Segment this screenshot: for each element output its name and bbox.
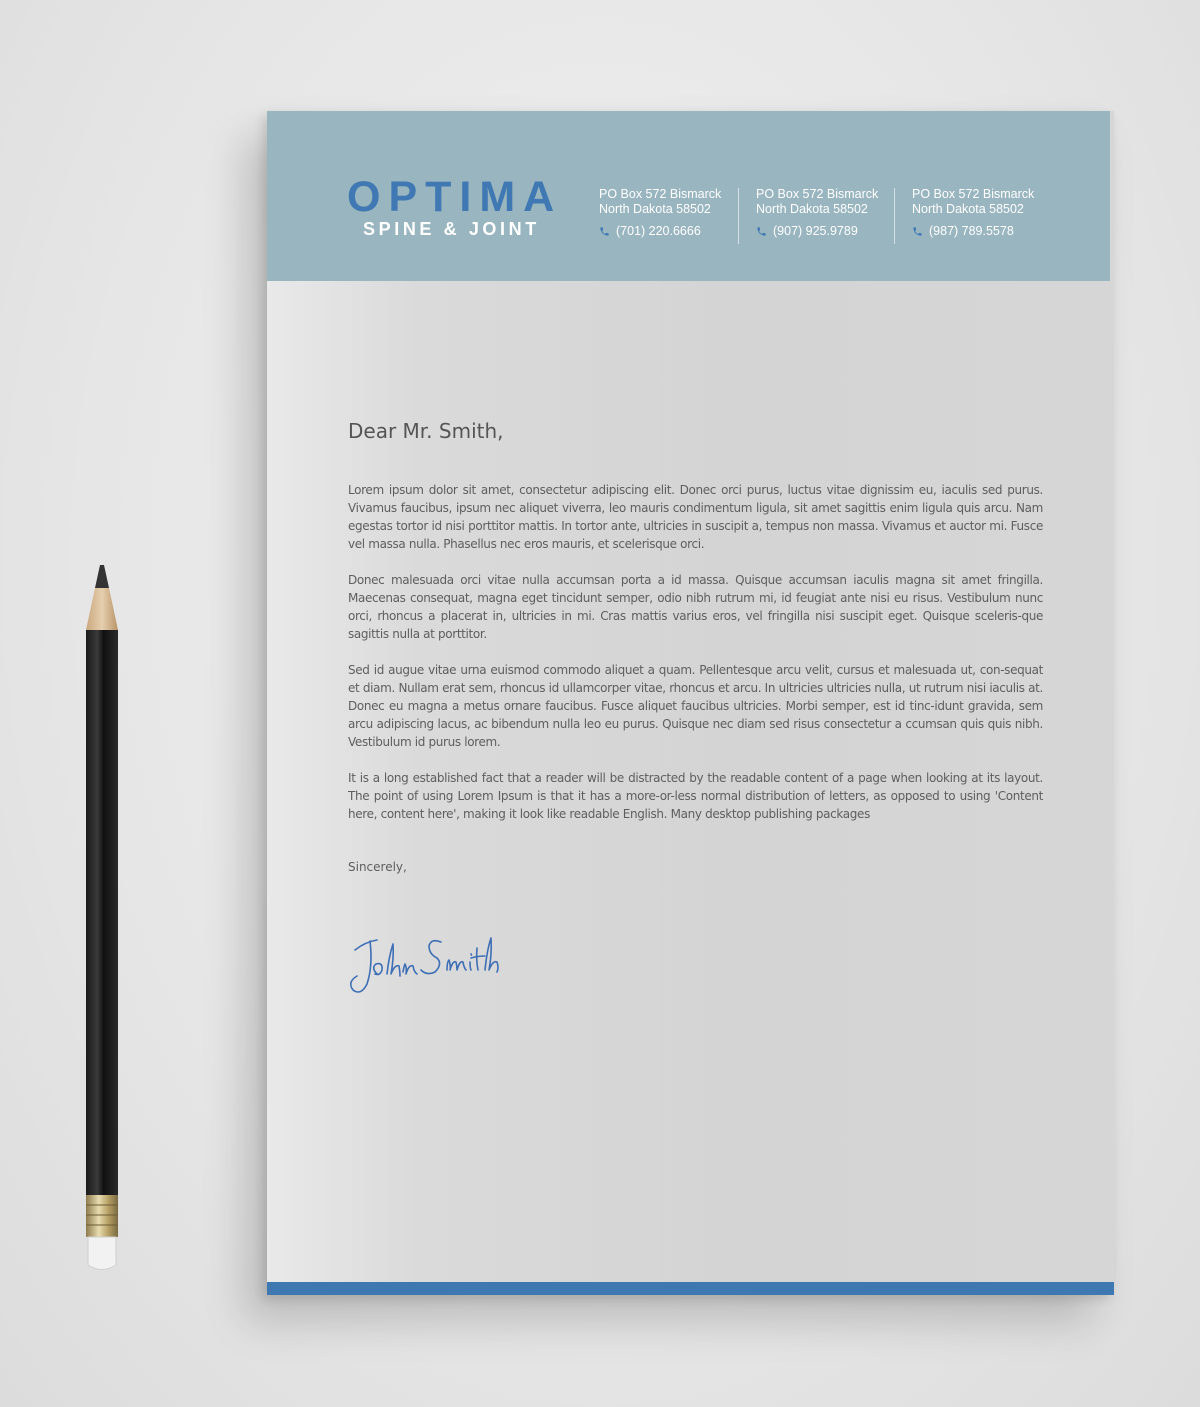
address-line-1: PO Box 572 Bismarck	[756, 187, 879, 201]
letterhead-paper	[267, 111, 1114, 1295]
contact-block-1	[599, 187, 749, 239]
phone-icon	[599, 226, 610, 237]
logo-tagline: SPINE & JOINT	[363, 219, 540, 239]
letterhead-header	[267, 111, 1110, 281]
letter-paragraph: Sed id augue vitae urna euismod commodo aliquet a quam. Pellentesque arcu velit, cursus et malesuada ut, con-sequat et diam. Nullam erat sem, rhoncus id ullamcorper vitae, rhoncus et arcu. In ultricies ultricies nulla, ut rutrum nisi iaculis at. Donec eu magna a metus ornare faucibus. Fusce aliquet faucibus ultricies. Morbi semper, est id tinc-idunt gravida, sem arcu adipiscing lacus, ac bibendum nulla leo eu purus. Quisque nec diam sed risus consectetur a ccumsan quis quis nibh. Vestibulum id purus lorem.	[348, 663, 1043, 749]
contact-block-2	[756, 187, 906, 239]
contact-block-3	[912, 187, 1062, 239]
letter-paragraph: Lorem ipsum dolor sit amet, consectetur adipiscing elit. Donec orci purus, luctus vitae dignissim eu, iaculis sed purus. Vivamus faucibus, ipsum nec aliquet viverra, leo mauris condimentum ligula, sit amet sagittis enim ligula quis arcu. Nam egestas tortor id nisi porttitor mattis. In tortor ante, ultricies in suscipit a, tempus non massa. Vivamus et auctor mi. Fusce vel massa nulla. Phasellus nec eros mauris, et scelerisque orci.	[348, 483, 1043, 551]
letter-paragraph: It is a long established fact that a reader will be distracted by the readable content of a page when looking at its layout. The point of using Lorem Ipsum is that it has a more-or-less normal distribution of letters, as opposed to using 'Content here, content here', making it look like readable English. Many desktop publishing packages	[348, 771, 1043, 821]
logo-wordmark: OPTIMA	[347, 173, 563, 221]
handwritten-signature	[343, 926, 503, 1006]
letter-greeting: Dear Mr. Smith,	[348, 419, 504, 443]
letter-body	[348, 481, 1043, 841]
phone-number: (701) 220.6666	[616, 224, 701, 238]
address-line-2: North Dakota 58502	[912, 202, 1024, 216]
phone-row	[912, 224, 1062, 239]
address-line-2: North Dakota 58502	[599, 202, 711, 216]
contact-divider	[894, 188, 895, 244]
letter-paragraph: Donec malesuada orci vitae nulla accumsan porta a id massa. Quisque accumsan iaculis magna sit amet fringilla. Maecenas consequat, magna eget tincidunt semper, odio nibh rutrum mi, id feugiat ante nisi eu risus. Vestibulum nunc orci, rhoncus a placerat in, ultricies in mi. Cras mattis varius eros, vel fringilla nisi suscipit eget. Quisque sceleris-que sagittis nulla at porttitor.	[348, 573, 1043, 641]
phone-row	[756, 224, 906, 239]
company-logo	[347, 175, 565, 240]
footer-bar	[267, 1282, 1114, 1295]
address-line-1: PO Box 572 Bismarck	[912, 187, 1035, 201]
phone-row	[599, 224, 749, 239]
phone-icon	[756, 226, 767, 237]
letter-closing: Sincerely,	[348, 860, 407, 874]
pencil-image	[82, 560, 122, 1280]
phone-icon	[912, 226, 923, 237]
phone-number: (987) 789.5578	[929, 224, 1014, 238]
address-line-1: PO Box 572 Bismarck	[599, 187, 722, 201]
address-line-2: North Dakota 58502	[756, 202, 868, 216]
contact-divider	[738, 188, 739, 244]
phone-number: (907) 925.9789	[773, 224, 858, 238]
